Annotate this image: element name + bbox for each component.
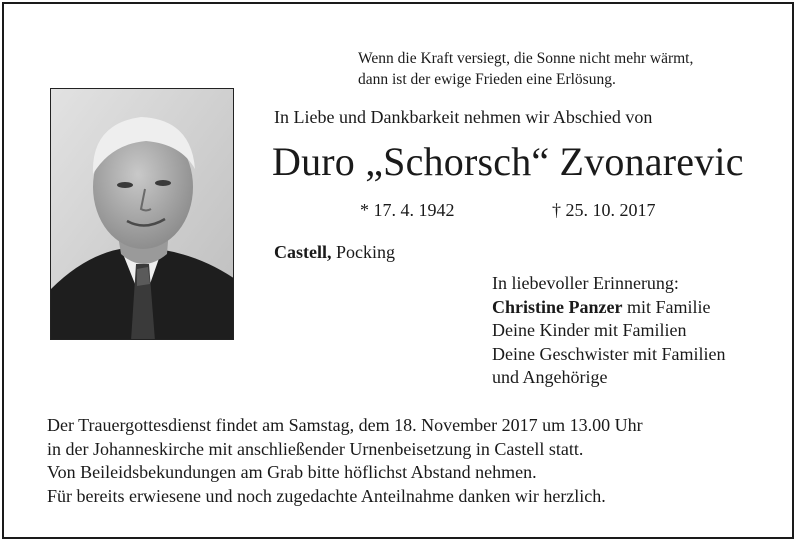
places xyxy=(274,242,395,263)
mourner-family: mit Familie xyxy=(622,296,711,317)
portrait-photo xyxy=(50,88,234,340)
mourner-name: Christine Panzer xyxy=(492,296,623,317)
service-line: Für bereits erwiesene und noch zugedachte Anteilnahme danken wir herzlich. xyxy=(47,485,606,506)
mourner-line: Deine Kinder mit Familien xyxy=(492,320,687,340)
mourner-line xyxy=(492,296,725,320)
verse-line: Wenn die Kraft versiegt, die Sonne nicht mehr wärmt, xyxy=(358,50,694,67)
verse-line: dann ist der ewige Frieden eine Erlösung. xyxy=(358,71,616,88)
mourners-block xyxy=(492,272,725,390)
intro-text: In Liebe und Dankbarkeit nehmen wir Abschied von xyxy=(274,107,653,127)
verse xyxy=(358,48,693,90)
death-date: † 25. 10. 2017 xyxy=(552,200,656,220)
portrait-image xyxy=(51,89,234,340)
service-info xyxy=(47,414,643,508)
deceased-name: Duro „Schorsch“ Zvonarevic xyxy=(272,139,744,184)
service-line: Der Trauergottesdienst findet am Samstag, dem 18. November 2017 um 13.00 Uhr xyxy=(47,415,643,435)
service-line: in der Johanneskirche mit anschließender Urnenbeisetzung in Castell statt. xyxy=(47,438,584,459)
mourner-line: Deine Geschwister mit Familien xyxy=(492,343,726,364)
birth-date: * 17. 4. 1942 xyxy=(360,200,455,220)
obituary-notice xyxy=(2,2,794,539)
service-line: Von Beileidsbekundungen am Grab bitte höflichst Abstand nehmen. xyxy=(47,462,537,482)
mourners-heading: In liebevoller Erinnerung: xyxy=(492,273,679,293)
place-primary: Castell, xyxy=(274,242,332,262)
mourner-line: und Angehörige xyxy=(492,367,608,387)
place-secondary: Pocking xyxy=(331,242,396,262)
